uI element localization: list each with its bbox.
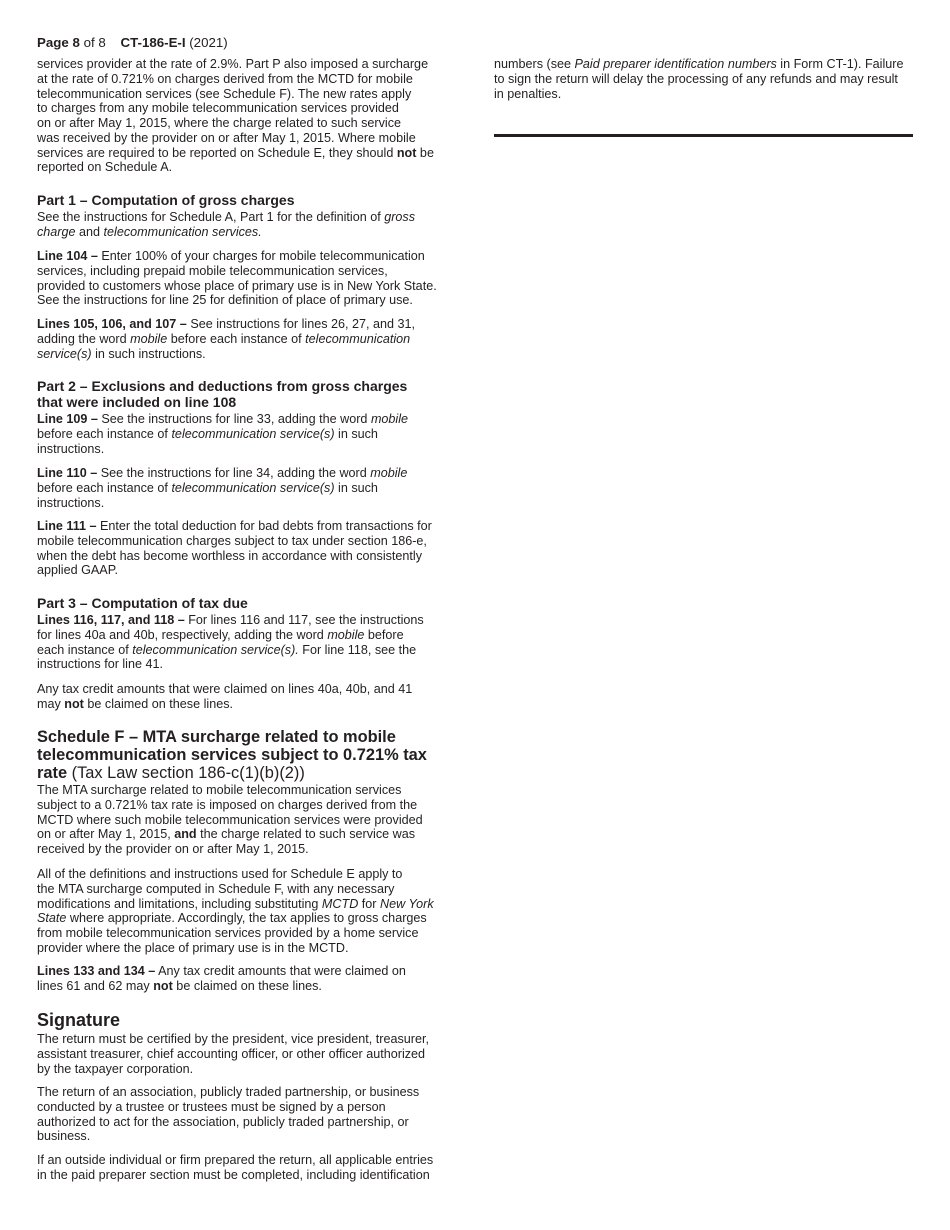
- text-run: See the instructions for line 33, adding the word: [97, 412, 371, 426]
- text-line: [37, 563, 467, 578]
- text-line: [494, 57, 924, 72]
- text-line: [37, 87, 467, 102]
- lines116-paragraph: [37, 613, 467, 672]
- section-divider: [494, 134, 913, 137]
- text-run: when the debt has become worthless in accordance with consistently: [37, 548, 423, 563]
- text-line: [37, 293, 467, 308]
- text-line: [37, 1168, 467, 1183]
- text-run: business.: [37, 1129, 91, 1144]
- text-run: to charges from any mobile telecommunication services provided: [37, 101, 399, 116]
- text-run: instructions for line 41.: [37, 657, 163, 672]
- text-run: Line 104 –: [37, 249, 98, 263]
- text-run: New York: [380, 896, 434, 911]
- text-run: on or after May 1, 2015, where the charge related to such service: [37, 116, 402, 130]
- text-run: Part 2 – Exclusions and deductions from gross charges: [37, 378, 408, 394]
- text-run: assistant treasurer, chief accounting officer, or other officer authorized: [37, 1046, 426, 1061]
- text-run: mobile telecommunication charges subject to tax under section 186-e,: [37, 533, 427, 548]
- text-run: the charge related to such service was: [196, 827, 416, 842]
- text-run: mobile: [370, 412, 409, 426]
- part2-heading: [37, 378, 467, 410]
- text-run: not: [64, 696, 84, 711]
- text-run: See the instructions for line 34, adding the word: [97, 466, 371, 480]
- text-line: [37, 798, 467, 813]
- text-run: modifications and limitations, including substituting: [37, 896, 322, 911]
- text-line: [37, 496, 467, 511]
- text-line: [37, 964, 467, 979]
- text-run: The return of an association, publicly traded partnership, or business: [37, 1085, 420, 1099]
- text-line: [37, 466, 467, 481]
- text-run: Lines 105, 106, and 107 –: [37, 317, 187, 331]
- text-run: Line 110 –: [37, 466, 98, 480]
- text-run: and: [75, 224, 104, 239]
- text-run: All of the definitions and instructions used for Schedule E apply to: [37, 867, 403, 881]
- text-run: rate: [37, 764, 72, 782]
- text-run: instructions.: [37, 495, 105, 510]
- text-run: telecommunication: [305, 331, 411, 346]
- text-line: [37, 979, 467, 994]
- text-run: in such: [334, 426, 378, 441]
- part3-heading: [37, 595, 467, 611]
- text-run: subject to a 0.721% tax rate is imposed on charges derived from the: [37, 797, 418, 812]
- text-run: on or after May 1, 2015,: [37, 827, 175, 842]
- text-run: the MTA surcharge computed in Schedule F, with any necessary: [37, 881, 395, 896]
- text-line: [37, 412, 467, 427]
- text-line: [37, 613, 467, 628]
- text-run: The MTA surcharge related to mobile telecommunication services: [37, 783, 402, 797]
- text-run: services provider at the rate of 2.9%. Part P also imposed a surcharge: [37, 57, 429, 71]
- text-line: [37, 1032, 467, 1047]
- text-run: that were included on line 108: [37, 394, 237, 410]
- text-run: Part 1 – Computation of gross charges: [37, 192, 295, 208]
- text-run: (Tax Law section 186-c(1)(b)(2)): [71, 764, 305, 782]
- text-run: be claimed on these lines.: [172, 978, 322, 993]
- credit-note-paragraph: [37, 682, 467, 712]
- text-run: telecommunication service(s).: [132, 642, 299, 657]
- text-line: [37, 146, 467, 161]
- line110-paragraph: [37, 466, 467, 510]
- text-run: telecommunication services (see Schedule F). The new rates apply: [37, 86, 412, 101]
- text-line: [37, 394, 467, 410]
- text-line: [37, 827, 467, 842]
- text-run: Any tax credit amounts that were claimed on lines 40a, 40b, and 41: [37, 682, 413, 696]
- text-run: Line 111 –: [37, 519, 97, 533]
- lines133-paragraph: [37, 964, 467, 994]
- text-run: MCTD: [321, 896, 359, 911]
- text-line: [37, 1085, 467, 1100]
- text-line: [37, 534, 467, 549]
- text-run: For line 118, see the: [298, 642, 417, 657]
- intro-paragraph: [37, 57, 467, 175]
- text-run: to sign the return will delay the processing of any refunds and may result: [494, 71, 898, 86]
- text-line: [37, 595, 467, 611]
- text-line: [37, 697, 467, 712]
- text-run: Lines 116, 117, and 118 –: [37, 613, 185, 627]
- text-line: [37, 116, 467, 131]
- text-line: [37, 882, 467, 897]
- text-run: Signature: [37, 1010, 121, 1030]
- page-total: of 8: [79, 35, 106, 50]
- text-line: [37, 481, 467, 496]
- text-line: [37, 57, 467, 72]
- line109-paragraph: [37, 412, 467, 456]
- page-header: [37, 35, 228, 50]
- text-line: [37, 378, 467, 394]
- text-run: service(s): [37, 346, 92, 361]
- text-run: before each instance of: [37, 426, 172, 441]
- text-run: The return must be certified by the president, vice president, treasurer,: [37, 1032, 429, 1046]
- text-line: [37, 1153, 467, 1168]
- text-line: [37, 549, 467, 564]
- text-run: and: [174, 827, 197, 842]
- part1-heading: [37, 192, 467, 208]
- text-line: [37, 101, 467, 116]
- text-line: [494, 72, 924, 87]
- text-line: [37, 210, 467, 225]
- text-run: Lines 133 and 134 –: [37, 964, 156, 978]
- text-run: by the taxpayer corporation.: [37, 1061, 194, 1076]
- text-run: applied GAAP.: [37, 563, 118, 578]
- text-run: Line 109 –: [37, 412, 98, 426]
- text-run: where appropriate. Accordingly, the tax applies to gross charges: [66, 911, 427, 926]
- schedf-heading: [37, 728, 467, 782]
- text-line: [37, 1129, 467, 1144]
- text-run: in such instructions.: [91, 346, 206, 361]
- text-run: authorized to act for the association, publicly traded partnership, or: [37, 1114, 409, 1129]
- sig-p2-paragraph: [37, 1085, 467, 1144]
- text-run: before each instance of: [37, 480, 172, 495]
- text-run: be claimed on these lines.: [83, 696, 234, 711]
- text-line: [37, 842, 467, 857]
- text-run: For lines 116 and 117, see the instructions: [184, 613, 424, 627]
- text-line: [37, 941, 467, 956]
- text-run: Paid preparer identification numbers: [574, 57, 777, 71]
- sig-p1-paragraph: [37, 1032, 467, 1076]
- text-run: gross: [384, 210, 416, 224]
- text-run: mobile: [327, 627, 365, 642]
- text-run: Enter 100% of your charges for mobile telecommunication: [97, 249, 425, 263]
- text-line: [37, 746, 467, 764]
- text-line: [37, 427, 467, 442]
- text-run: telecommunication services.: [103, 224, 262, 239]
- sig-p3-cont-paragraph: [494, 57, 924, 101]
- lines105-paragraph: [37, 317, 467, 361]
- text-run: before each instance of: [167, 331, 306, 346]
- page-number: Page 8: [37, 35, 80, 50]
- text-run: Part 3 – Computation of tax due: [37, 595, 248, 611]
- text-line: [37, 1010, 467, 1030]
- text-run: each instance of: [37, 642, 133, 657]
- text-run: provided to customers whose place of primary use is in New York State.: [37, 278, 437, 293]
- form-id: CT-186-E-I: [120, 35, 186, 50]
- text-line: [37, 728, 467, 746]
- text-line: [37, 192, 467, 208]
- text-run: in Form CT-1). Failure: [776, 57, 904, 71]
- text-line: [37, 657, 467, 672]
- text-run: in the paid preparer section must be completed, including identification: [37, 1167, 430, 1182]
- line111-paragraph: [37, 519, 467, 578]
- text-line: [37, 1115, 467, 1130]
- text-line: [37, 926, 467, 941]
- text-run: Schedule F – MTA surcharge related to mobile: [37, 728, 396, 746]
- text-line: [37, 682, 467, 697]
- text-line: [37, 911, 467, 926]
- text-run: for: [358, 896, 380, 911]
- text-run: in penalties.: [494, 86, 562, 101]
- text-line: [37, 1062, 467, 1077]
- text-run: not: [396, 145, 417, 160]
- text-line: [37, 783, 467, 798]
- text-run: See instructions for lines 26, 27, and 31,: [186, 317, 416, 331]
- text-run: was received by the provider on or after May 1, 2015. Where mobile: [37, 130, 416, 145]
- text-run: numbers (see: [494, 57, 575, 71]
- text-run: services are required to be reported on Schedule E, they should: [37, 145, 397, 160]
- schedf-p1-paragraph: [37, 783, 467, 857]
- text-line: [37, 131, 467, 146]
- text-run: See the instructions for Schedule A, Part 1 for the definition of: [37, 210, 385, 224]
- text-run: telecommunication service(s): [171, 426, 335, 441]
- signature-heading: [37, 1010, 467, 1030]
- text-run: at the rate of 0.721% on charges derived from the MCTD for mobile: [37, 71, 413, 86]
- text-run: telecommunication services subject to 0.721% tax: [37, 746, 427, 764]
- sig-p3-paragraph: [37, 1153, 467, 1183]
- text-run: services, including prepaid mobile telecommunication services,: [37, 263, 388, 278]
- text-line: [37, 317, 467, 332]
- text-run: mobile: [130, 331, 168, 346]
- text-run: adding the word: [37, 331, 131, 346]
- text-line: [37, 897, 467, 912]
- text-run: provider where the place of primary use is in the MCTD.: [37, 940, 349, 955]
- text-run: in such: [334, 480, 378, 495]
- text-line: [37, 249, 467, 264]
- text-line: [37, 519, 467, 534]
- text-line: [494, 87, 924, 102]
- text-run: Any tax credit amounts that were claimed on: [155, 964, 406, 978]
- schedf-p2-paragraph: [37, 867, 467, 956]
- text-run: charge: [37, 224, 76, 239]
- text-line: [37, 1047, 467, 1062]
- text-run: be: [416, 145, 434, 160]
- text-line: [37, 72, 467, 87]
- form-year: (2021): [185, 35, 228, 50]
- text-run: from mobile telecommunication services provided by a home service: [37, 926, 419, 940]
- text-run: State: [37, 911, 67, 926]
- text-line: [37, 867, 467, 882]
- text-run: If an outside individual or firm prepared the return, all applicable entries: [37, 1153, 434, 1167]
- text-line: [37, 643, 467, 658]
- text-run: not: [153, 978, 173, 993]
- part1-intro-paragraph: [37, 210, 467, 240]
- text-line: [37, 347, 467, 362]
- text-run: may: [37, 696, 65, 711]
- text-line: [37, 160, 467, 175]
- text-run: MCTD where such mobile telecommunication services were provided: [37, 812, 423, 827]
- text-line: [37, 813, 467, 828]
- text-line: [37, 628, 467, 643]
- text-run: telecommunication service(s): [171, 480, 335, 495]
- text-line: [37, 332, 467, 347]
- text-run: See the instructions for line 25 for definition of place of primary use.: [37, 293, 413, 308]
- text-run: before: [364, 627, 404, 642]
- text-run: conducted by a trustee or trustees must be signed by a person: [37, 1099, 386, 1114]
- text-run: lines 61 and 62 may: [37, 978, 154, 993]
- text-line: [37, 264, 467, 279]
- text-run: reported on Schedule A.: [37, 160, 173, 175]
- text-line: [37, 225, 467, 240]
- text-run: Enter the total deduction for bad debts from transactions for: [96, 519, 432, 533]
- text-line: [37, 1100, 467, 1115]
- text-run: for lines 40a and 40b, respectively, adding the word: [37, 627, 328, 642]
- text-run: instructions.: [37, 441, 105, 456]
- text-line: [37, 442, 467, 457]
- text-run: mobile: [370, 466, 408, 480]
- text-line: [37, 764, 467, 782]
- line104-paragraph: [37, 249, 467, 308]
- text-run: received by the provider on or after May 1, 2015.: [37, 842, 309, 856]
- text-line: [37, 279, 467, 294]
